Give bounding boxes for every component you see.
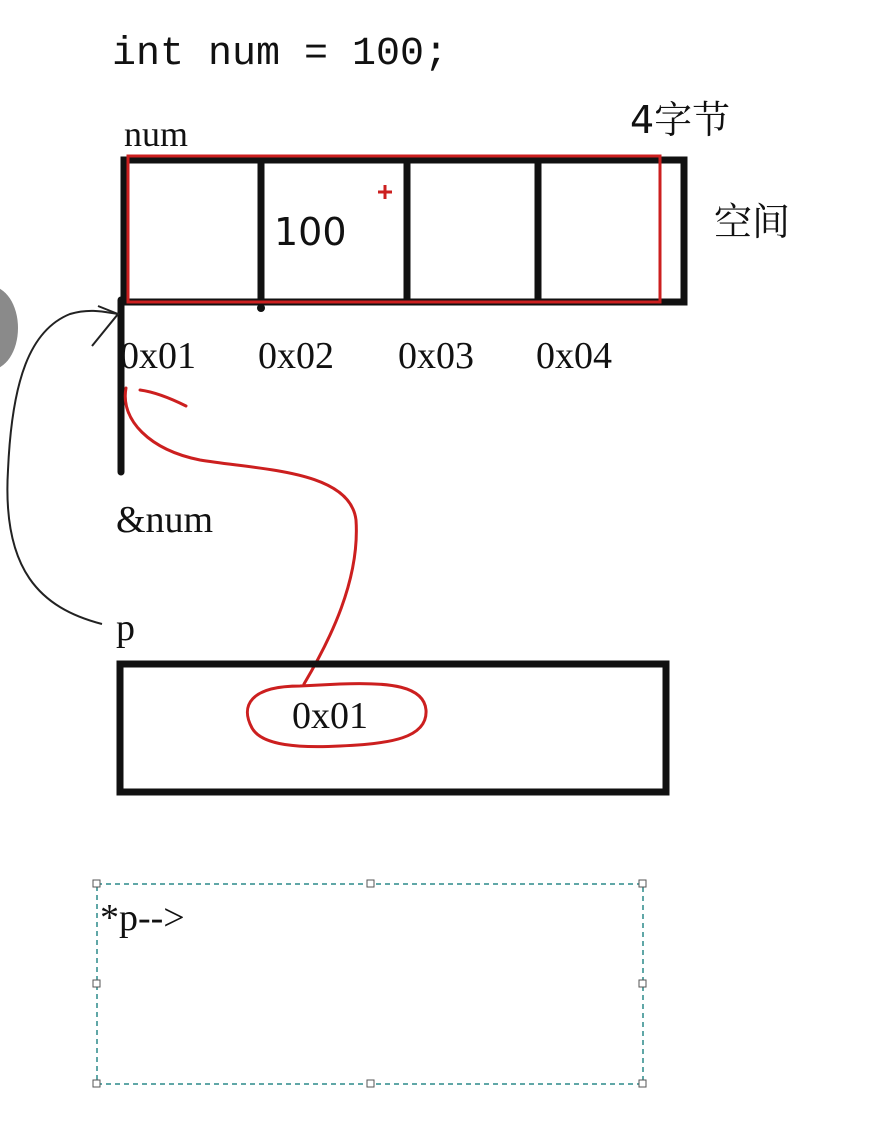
address-label: 0x01 (120, 335, 196, 377)
pointer-box (120, 664, 666, 792)
space-label: 空间 (714, 200, 791, 244)
address-label: 0x03 (398, 335, 474, 377)
red-size-highlight (128, 156, 660, 302)
text-box-content[interactable]: *p--> (100, 897, 185, 939)
resize-handle-tm[interactable] (367, 880, 374, 887)
pointer-stored-value: 0x01 (292, 695, 368, 737)
code-declaration: int num = 100; (112, 32, 449, 77)
variable-value: 100 (274, 210, 347, 254)
address-of-label: &num (116, 499, 214, 541)
pointer-name-label: p (116, 607, 135, 649)
resize-handle-bl[interactable] (93, 1080, 100, 1087)
resize-handle-mr[interactable] (639, 980, 646, 987)
address-label: 0x02 (258, 335, 334, 377)
address-label: 0x04 (536, 335, 612, 377)
variable-name-label: num (124, 114, 189, 154)
divider-dot (257, 304, 265, 312)
red-tick-mark (140, 390, 186, 406)
size-label: 4字节 (630, 98, 731, 142)
resize-handle-ml[interactable] (93, 980, 100, 987)
resize-handle-tl[interactable] (93, 880, 100, 887)
pointer-arrow (7, 311, 118, 624)
plus-marker-icon (378, 185, 392, 199)
resize-handle-tr[interactable] (639, 880, 646, 887)
resize-handle-bm[interactable] (367, 1080, 374, 1087)
resize-handle-br[interactable] (639, 1080, 646, 1087)
